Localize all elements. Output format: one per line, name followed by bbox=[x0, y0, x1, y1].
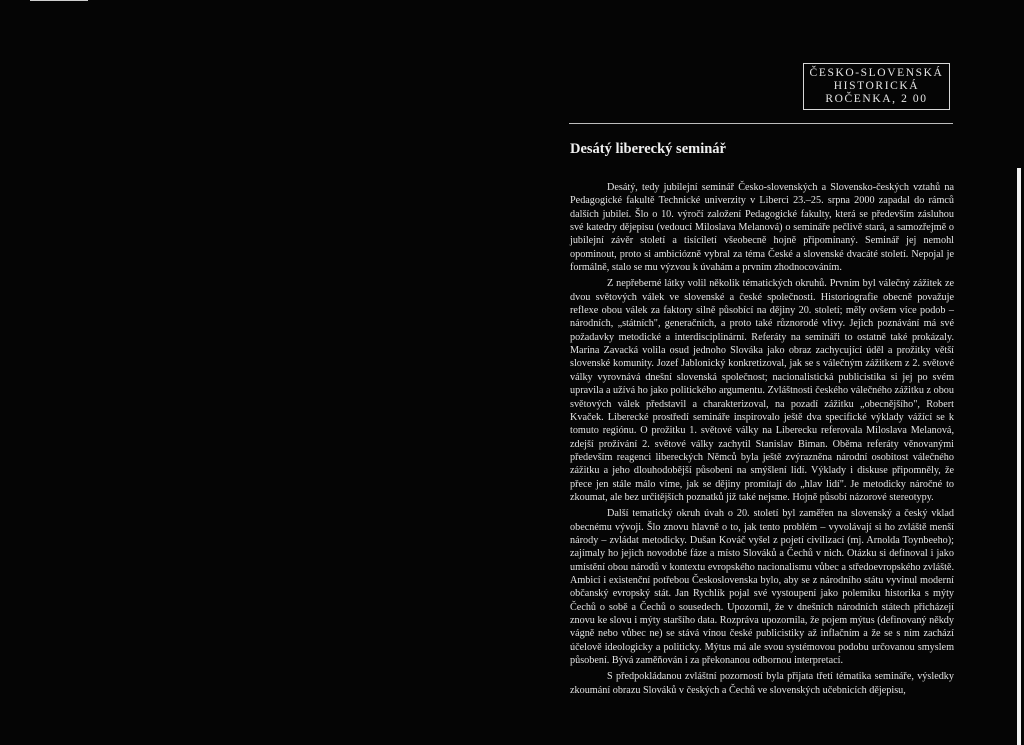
article-body bbox=[570, 181, 954, 697]
journal-name-line-2: HISTORICKÁ bbox=[833, 80, 920, 92]
journal-name-line-3: ROČENKA, 2 00 bbox=[825, 93, 928, 105]
article-title: Desátý liberecký seminář bbox=[570, 141, 726, 157]
paragraph: Desátý, tedy jubilejní seminář Česko-slovenských a Slovensko-českých vztahů na Pedagogické fakultě Technické univerzity v Liberci 23.–25. srpna 2000 zapadal do rámců dalších jubileí. Šlo o 10. výročí založení Pedagogické fakulty, která se především zásluhou své katedry dějepisu (vedoucí Miloslava Melanová) o semináře pečlivě stará, a samozřejmě o jubilejní závěr století a tisíciletí všeobecně hojně připomínaný. Seminář jej nemohl opominout, proto si ambiciózně vybral za téma České a slovenské dvacáté století. Nepojal je formálně, stalo se mu výzvou k úvahám a prvním zhodnocováním. bbox=[570, 182, 954, 274]
journal-title-box bbox=[803, 63, 950, 110]
paragraph: Další tematický okruh úvah o 20. století byl zaměřen na slovenský a český vklad obecnému vývoji. Šlo znovu hlavně o to, jak tento problém – vyvolávají si ho zvláště menší národy – zvládat metodicky. Dušan Kováč vyšel z pojetí civilizací (mj. Arnolda Toynbeeho); zajímaly ho jejich novodobé fáze a místo Slováků a Čechů v nich. Otázku si definoval i jako umístění obou národů v kontextu evropského nacionalismu vůbec a středoevropského zvláště. Ambicí i existenční potřebou Československa bylo, aby se z národního státu vyvinul moderní občanský evropský stát. Jan Rychlík pojal své vystoupení jako polemiku historika s mýty Čechů o sobě a Čechů o sousedech. Upozornil, že v dnešních národních státech přicházejí znovu ke slovu i mýty staršího data. Rozpráva upozornila, že pojem mýtus (definovaný někdy vágně nebo vůbec ne) se stává vínou české publicistiky až inflačním a že se s ním zachází účelově ideologicky a politicky. Mýtus má ale svou systémovou podobu určovanou smyslem působení. Bývá zaměňován i za překonanou odbornou interpretací. bbox=[570, 508, 954, 667]
journal-name-line-1: ČESKO-SLOVENSKÁ bbox=[809, 67, 944, 79]
paragraph: Z nepřeberné látky volil několik tématických okruhů. Prvním byl válečný zážitek ze dvou světových válek ve slovenské a české společnosti. Historiografie obecně považuje reflexe obou válek za faktory silně působící na dějiny 20. století; měly ovšem více podob – národních, „státních", generačních, a proto také různorodé vlivy. Jejich poznávání má své požadavky metodické a interdisciplinární. Referáty na semináři to ostatně také prokázaly. Marína Zavacká volila osud jednoho Slováka jako obraz zachycující úděl a prožitky větší slovenské komunity. Jozef Jablonický konkretizoval, jak se s válečným zážitkem z 2. světové války vyrovnává dnešní slovenská společnost; nacionalistická publicistika si jej po svém upravila a užívá ho jako politického argumentu. Zvláštnosti českého válečného zážitku z obou světových válek představil a charakterizoval, na pozadí zážitku „obecnějšího", Robert Kvaček. Liberecké prostředí semináře inspirovalo ještě dva specifické výklady vážící se k tomuto regiónu. O prožitku 1. světové války na Liberecku referovala Miloslava Melanová, zdejší prožívání 2. světové války zachytil Stanislav Biman. Oběma referáty věnovanými především reagenci libereckých Němců byla ještě zvýrazněna národní osobitost válečného zážitku a jeho dlouhodobější působení na smýšlení lidí. Výklady i diskuse připomněly, že přece jen stále málo víme, jak se dějiny promítají do „hlav lidí". Je metodicky náročné to zkoumat, ale bez určitějších poznatků již také nejsme. Hojně působí názorové stereotypy. bbox=[570, 278, 954, 503]
top-edge-rule bbox=[30, 0, 88, 1]
paragraph: S předpokládanou zvláštní pozorností byla přijata třetí tématika semináře, výsledky zkoumání obrazu Slováků v českých a Čechů ve slovenských učebnicích dějepisu, bbox=[570, 671, 954, 696]
page-edge-bar bbox=[1017, 168, 1021, 745]
header-rule bbox=[569, 123, 953, 124]
